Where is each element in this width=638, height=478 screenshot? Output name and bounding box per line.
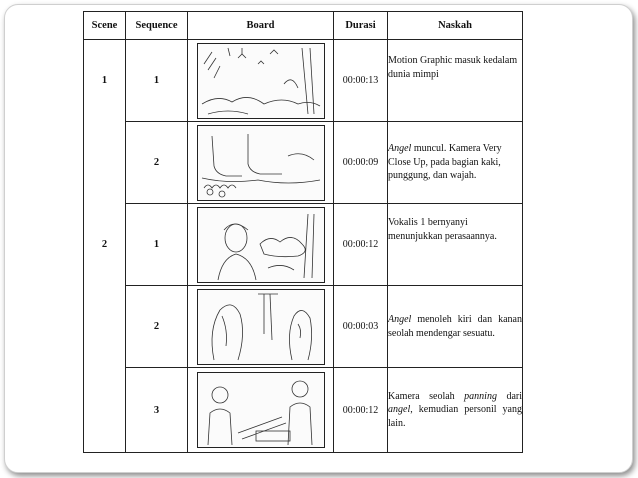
header-board: Board [188, 12, 334, 40]
storyboard-sketch-dream-landscape [197, 43, 325, 119]
header-scene: Scene [84, 12, 126, 40]
board-cell [188, 286, 334, 368]
header-sequence: Sequence [126, 12, 188, 40]
naskah-text: Kamera seolah [388, 390, 465, 402]
table-row [84, 368, 523, 453]
durasi-cell: 00:00:09 [334, 122, 388, 204]
table-row [84, 204, 523, 286]
naskah-italic: panning [464, 390, 497, 402]
storyboard-sketch-band-panning [197, 372, 325, 448]
durasi-cell: 00:00:03 [334, 286, 388, 368]
naskah-text: muncul. Kamera Very Close Up, pada bagian kaki, punggung, dan wajah. [388, 143, 502, 182]
naskah-cell [388, 286, 523, 368]
naskah-italic: Angel [388, 314, 412, 325]
naskah-cell [388, 122, 523, 204]
naskah-cell [388, 40, 523, 122]
naskah-italic: angel [388, 404, 411, 416]
header-row [84, 12, 523, 40]
naskah-italic: Angel [388, 143, 412, 155]
naskah-text: , kemudian personil yang lain. [388, 404, 522, 429]
board-cell [188, 204, 334, 286]
naskah-cell [388, 204, 523, 286]
scene-cell [84, 368, 126, 453]
table-row [84, 286, 523, 368]
sequence-cell: 2 [126, 122, 188, 204]
board-cell [188, 368, 334, 453]
storyboard-table [83, 11, 523, 453]
scene-cell [84, 122, 126, 204]
header-naskah: Naskah [388, 12, 523, 40]
table-row [84, 40, 523, 122]
sequence-cell: 3 [126, 368, 188, 453]
storyboard-sketch-angel-turning [197, 289, 325, 365]
table-row [84, 122, 523, 204]
sequence-cell: 1 [126, 40, 188, 122]
storyboard-sketch-feet-closeup [197, 125, 325, 201]
board-cell [188, 40, 334, 122]
naskah-text: menoleh kiri dan kanan seolah mendengar sesuatu. [388, 314, 522, 339]
naskah-text: dari [496, 390, 522, 402]
sequence-cell: 1 [126, 204, 188, 286]
sequence-cell: 2 [126, 286, 188, 368]
scene-cell [84, 286, 126, 368]
board-cell [188, 122, 334, 204]
naskah-cell [388, 368, 523, 453]
durasi-cell: 00:00:12 [334, 204, 388, 286]
storyboard-sketch-vocalist [197, 207, 325, 283]
durasi-cell: 00:00:13 [334, 40, 388, 122]
naskah-text: Motion Graphic masuk kedalam dunia mimpi [388, 55, 518, 80]
naskah-text: Vokalis 1 bernyanyi menunjukkan perasaannya. [388, 217, 497, 242]
scene-cell: 2 [84, 204, 126, 286]
durasi-cell: 00:00:12 [334, 368, 388, 453]
scene-cell: 1 [84, 40, 126, 122]
header-durasi: Durasi [334, 12, 388, 40]
